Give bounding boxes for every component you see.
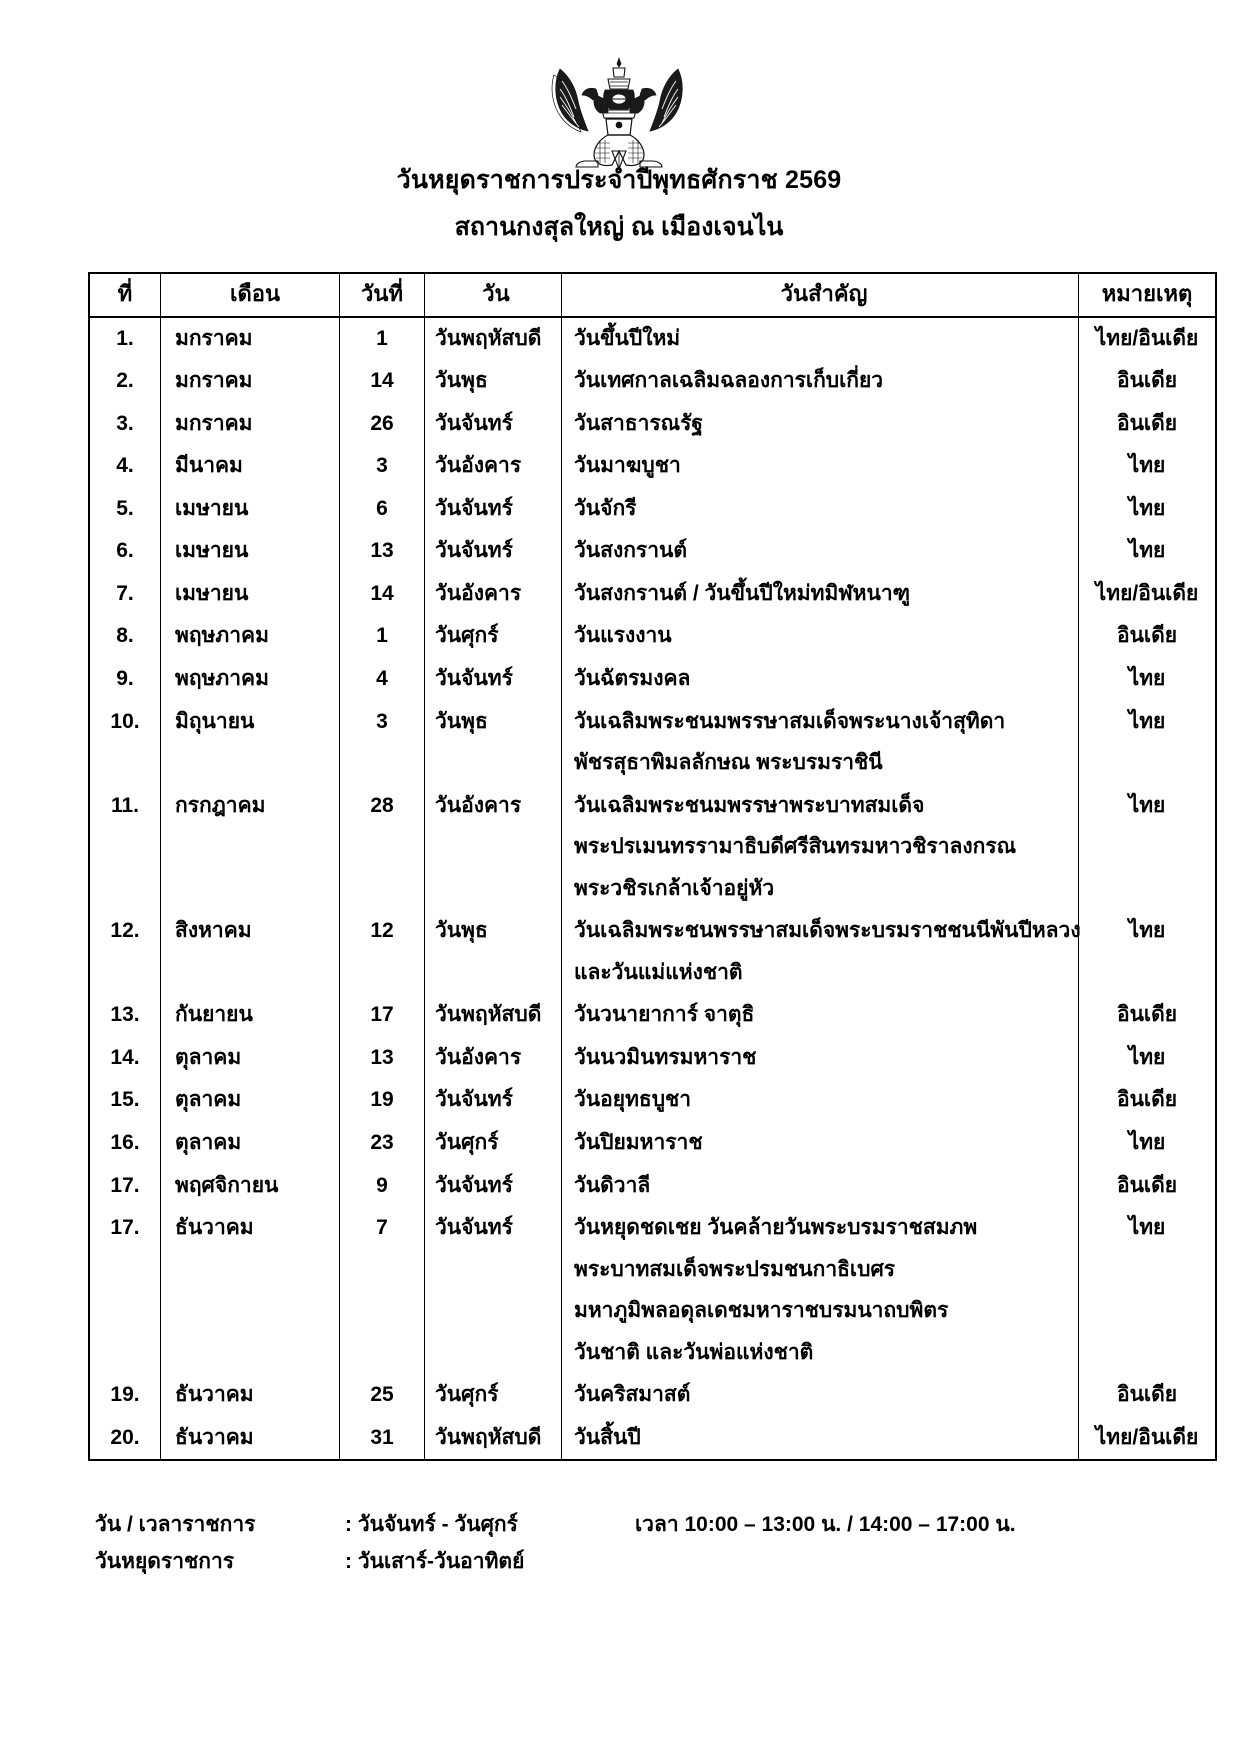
cell-day: วันจันทร์ (425, 1165, 562, 1208)
cell-date: 17 (340, 994, 425, 1037)
cell-occasion (562, 1165, 1079, 1208)
cell-day: วันพฤหัสบดี (425, 317, 562, 361)
occasion-line: วันเฉลิมพระชนพรรษาสมเด็จพระบรมราชชนนีพันปีหลวง (574, 919, 1081, 943)
cell-occasion (562, 573, 1079, 616)
cell-date: 31 (340, 1417, 425, 1461)
column-header-date: วันที่ (340, 273, 425, 317)
cell-no: 1. (89, 317, 161, 361)
cell-occasion (562, 530, 1079, 573)
column-header-occasion: วันสำคัญ (562, 273, 1079, 317)
occasion-line: วันดิวาลี (574, 1173, 651, 1197)
table-row (89, 317, 1216, 361)
occasion-line: วันสงกรานต์ (574, 539, 687, 563)
cell-day: วันจันทร์ (425, 488, 562, 531)
cell-occasion (562, 701, 1079, 785)
cell-no: 6. (89, 530, 161, 573)
cell-date: 14 (340, 573, 425, 616)
cell-date: 28 (340, 785, 425, 911)
cell-occasion (562, 1037, 1079, 1080)
cell-day: วันจันทร์ (425, 403, 562, 446)
cell-day: วันอังคาร (425, 445, 562, 488)
cell-month: พฤษภาคม (161, 615, 340, 658)
cell-day: วันจันทร์ (425, 530, 562, 573)
cell-occasion (562, 1079, 1079, 1122)
occasion-line: วันจักรี (574, 496, 637, 520)
occasion-line: วันคริสมาสต์ (574, 1383, 691, 1407)
footer-row (95, 1544, 1238, 1581)
occasion-line: วันชาติ และวันพ่อแห่งชาติ (574, 1340, 814, 1364)
cell-day: วันพฤหัสบดี (425, 994, 562, 1037)
table-row (89, 615, 1216, 658)
cell-no: 2. (89, 360, 161, 403)
cell-note: ไทย (1079, 701, 1217, 785)
footer-row (95, 1507, 1238, 1544)
table-row (89, 1417, 1216, 1461)
cell-note: อินเดีย (1079, 994, 1217, 1037)
table-body (89, 317, 1216, 1461)
occasion-line: วันฉัตรมงคล (574, 666, 691, 690)
cell-date: 9 (340, 1165, 425, 1208)
cell-occasion (562, 403, 1079, 446)
cell-month: มกราคม (161, 360, 340, 403)
cell-month: เมษายน (161, 530, 340, 573)
cell-no: 10. (89, 701, 161, 785)
footer-label: วันหยุดราชการ (95, 1550, 235, 1574)
cell-month: ตุลาคม (161, 1122, 340, 1165)
cell-occasion (562, 1374, 1079, 1417)
table-row (89, 1374, 1216, 1417)
cell-month: ธันวาคม (161, 1374, 340, 1417)
cell-no: 17. (89, 1165, 161, 1208)
cell-note: ไทย (1079, 1037, 1217, 1080)
occasion-line: วันสาธารณรัฐ (574, 411, 703, 435)
cell-no: 9. (89, 658, 161, 701)
cell-date: 1 (340, 615, 425, 658)
cell-month: มิถุนายน (161, 701, 340, 785)
emblem-container (0, 0, 1238, 165)
occasion-line: วันนวมินทรมหาราช (574, 1045, 757, 1069)
occasion-line: วันวนายาการ์ จาตุธิ (574, 1003, 755, 1027)
cell-day: วันจันทร์ (425, 1079, 562, 1122)
holiday-table (88, 272, 1217, 1462)
cell-month: มกราคม (161, 317, 340, 361)
cell-note: อินเดีย (1079, 615, 1217, 658)
cell-date: 4 (340, 658, 425, 701)
holiday-table-container (88, 272, 1199, 1462)
cell-note: ไทย (1079, 488, 1217, 531)
occasion-line: วันเฉลิมพระชนมพรรษาพระบาทสมเด็จ (574, 793, 925, 817)
cell-date: 7 (340, 1207, 425, 1374)
cell-month: ธันวาคม (161, 1417, 340, 1461)
cell-no: 15. (89, 1079, 161, 1122)
cell-note: ไทย/อินเดีย (1079, 573, 1217, 616)
table-row (89, 1165, 1216, 1208)
table-head (89, 273, 1216, 317)
occasion-line: วันปิยมหาราช (574, 1130, 703, 1154)
cell-month: กรกฎาคม (161, 785, 340, 911)
cell-occasion (562, 1122, 1079, 1165)
cell-no: 17. (89, 1207, 161, 1374)
footer-value: : วันจันทร์ - วันศุกร์ (345, 1513, 518, 1537)
table-row (89, 573, 1216, 616)
cell-no: 19. (89, 1374, 161, 1417)
cell-occasion (562, 317, 1079, 361)
occasion-line: และวันแม่แห่งชาติ (574, 960, 743, 984)
cell-month: พฤษภาคม (161, 658, 340, 701)
cell-no: 7. (89, 573, 161, 616)
footer-extra: เวลา 10:00 – 13:00 น. / 14:00 – 17:00 น. (635, 1513, 1016, 1537)
cell-day: วันพุธ (425, 701, 562, 785)
cell-day: วันจันทร์ (425, 658, 562, 701)
occasion-line: วันหยุดชดเชย วันคล้ายวันพระบรมราชสมภพ (574, 1216, 978, 1240)
table-row (89, 530, 1216, 573)
occasion-line: วันสิ้นปี (574, 1425, 641, 1449)
cell-note: ไทย (1079, 530, 1217, 573)
cell-note: ไทย/อินเดีย (1079, 1417, 1217, 1461)
cell-note: ไทย (1079, 785, 1217, 911)
column-header-note: หมายเหตุ (1079, 273, 1217, 317)
cell-occasion (562, 615, 1079, 658)
column-header-month: เดือน (161, 273, 340, 317)
cell-month: มีนาคม (161, 445, 340, 488)
cell-no: 13. (89, 994, 161, 1037)
cell-date: 19 (340, 1079, 425, 1122)
cell-date: 13 (340, 1037, 425, 1080)
cell-note: ไทย (1079, 445, 1217, 488)
cell-month: ธันวาคม (161, 1207, 340, 1374)
cell-date: 12 (340, 910, 425, 994)
cell-date: 23 (340, 1122, 425, 1165)
cell-note: อินเดีย (1079, 360, 1217, 403)
cell-month: มกราคม (161, 403, 340, 446)
table-row (89, 994, 1216, 1037)
cell-no: 20. (89, 1417, 161, 1461)
cell-occasion (562, 785, 1079, 911)
table-row (89, 403, 1216, 446)
cell-note: ไทย (1079, 1207, 1217, 1374)
table-row (89, 488, 1216, 531)
occasion-line: วันเฉลิมพระชนมพรรษาสมเด็จพระนางเจ้าสุทิดา (574, 709, 1006, 733)
cell-note: อินเดีย (1079, 1374, 1217, 1417)
cell-occasion (562, 658, 1079, 701)
cell-note: ไทย (1079, 658, 1217, 701)
cell-no: 12. (89, 910, 161, 994)
cell-note: อินเดีย (1079, 403, 1217, 446)
cell-date: 3 (340, 445, 425, 488)
cell-occasion (562, 1417, 1079, 1461)
occasion-line: วันมาฆบูชา (574, 454, 681, 478)
office-hours-footer (0, 1507, 1238, 1581)
table-row (89, 1122, 1216, 1165)
table-header-row (89, 273, 1216, 317)
cell-date: 26 (340, 403, 425, 446)
cell-occasion (562, 488, 1079, 531)
occasion-line: วันเทศกาลเฉลิมฉลองการเก็บเกี่ยว (574, 369, 884, 393)
cell-month: เมษายน (161, 573, 340, 616)
table-row (89, 1037, 1216, 1080)
cell-month: กันยายน (161, 994, 340, 1037)
cell-month: พฤศจิกายน (161, 1165, 340, 1208)
cell-no: 14. (89, 1037, 161, 1080)
occasion-line: พระบาทสมเด็จพระปรมชนกาธิเบศร (574, 1257, 896, 1281)
footer-label: วัน / เวลาราชการ (95, 1513, 256, 1537)
footer-value: : วันเสาร์-วันอาทิตย์ (345, 1550, 525, 1574)
cell-month: ตุลาคม (161, 1037, 340, 1080)
cell-no: 8. (89, 615, 161, 658)
cell-date: 3 (340, 701, 425, 785)
table-row (89, 658, 1216, 701)
cell-no: 16. (89, 1122, 161, 1165)
table-row (89, 785, 1216, 911)
cell-day: วันพุธ (425, 910, 562, 994)
occasion-line: พระวชิรเกล้าเจ้าอยู่หัว (574, 876, 775, 900)
cell-date: 14 (340, 360, 425, 403)
occasion-line: วันอยุทธบูชา (574, 1088, 692, 1112)
cell-occasion (562, 360, 1079, 403)
cell-day: วันจันทร์ (425, 1207, 562, 1374)
cell-no: 5. (89, 488, 161, 531)
cell-date: 13 (340, 530, 425, 573)
table-row (89, 701, 1216, 785)
cell-occasion (562, 910, 1079, 994)
table-row (89, 910, 1216, 994)
occasion-line: พระปรเมนทรรามาธิบดีศรีสินทรมหาวชิราลงกรณ (574, 835, 1017, 859)
table-row (89, 1207, 1216, 1374)
cell-occasion (562, 1207, 1079, 1374)
column-header-no: ที่ (89, 273, 161, 317)
cell-day: วันอังคาร (425, 1037, 562, 1080)
occasion-line: วันแรงงาน (574, 624, 672, 648)
cell-note: ไทย (1079, 1122, 1217, 1165)
garuda-emblem-icon (524, 55, 714, 170)
page-title: วันหยุดราชการประจำปีพุทธศักราช 2569 (396, 166, 842, 194)
cell-note: ไทย (1079, 910, 1217, 994)
occasion-line: วันขึ้นปีใหม่ (574, 326, 681, 350)
cell-day: วันศุกร์ (425, 1374, 562, 1417)
cell-note: อินเดีย (1079, 1079, 1217, 1122)
column-header-day: วัน (425, 273, 562, 317)
cell-day: วันอังคาร (425, 785, 562, 911)
cell-day: วันพุธ (425, 360, 562, 403)
cell-no: 11. (89, 785, 161, 911)
cell-day: วันศุกร์ (425, 1122, 562, 1165)
table-row (89, 360, 1216, 403)
cell-date: 1 (340, 317, 425, 361)
cell-no: 4. (89, 445, 161, 488)
cell-month: เมษายน (161, 488, 340, 531)
cell-occasion (562, 994, 1079, 1037)
cell-no: 3. (89, 403, 161, 446)
cell-day: วันศุกร์ (425, 615, 562, 658)
occasion-line: มหาภูมิพลอดุลเดชมหาราชบรมนาถบพิตร (574, 1299, 949, 1323)
cell-note: อินเดีย (1079, 1165, 1217, 1208)
cell-date: 6 (340, 488, 425, 531)
cell-note: ไทย/อินเดีย (1079, 317, 1217, 361)
table-row (89, 1079, 1216, 1122)
occasion-line: วันสงกรานต์ / วันขึ้นปีใหม่ทมิฬหนาฑู (574, 581, 911, 605)
page-subtitle: สถานกงสุลใหญ่ ณ เมืองเจนไน (454, 213, 784, 242)
table-row (89, 445, 1216, 488)
occasion-line: พัชรสุธาพิมลลักษณ พระบรมราชินี (574, 751, 883, 775)
cell-date: 25 (340, 1374, 425, 1417)
cell-day: วันพฤหัสบดี (425, 1417, 562, 1461)
cell-month: สิงหาคม (161, 910, 340, 994)
cell-month: ตุลาคม (161, 1079, 340, 1122)
cell-occasion (562, 445, 1079, 488)
cell-day: วันอังคาร (425, 573, 562, 616)
